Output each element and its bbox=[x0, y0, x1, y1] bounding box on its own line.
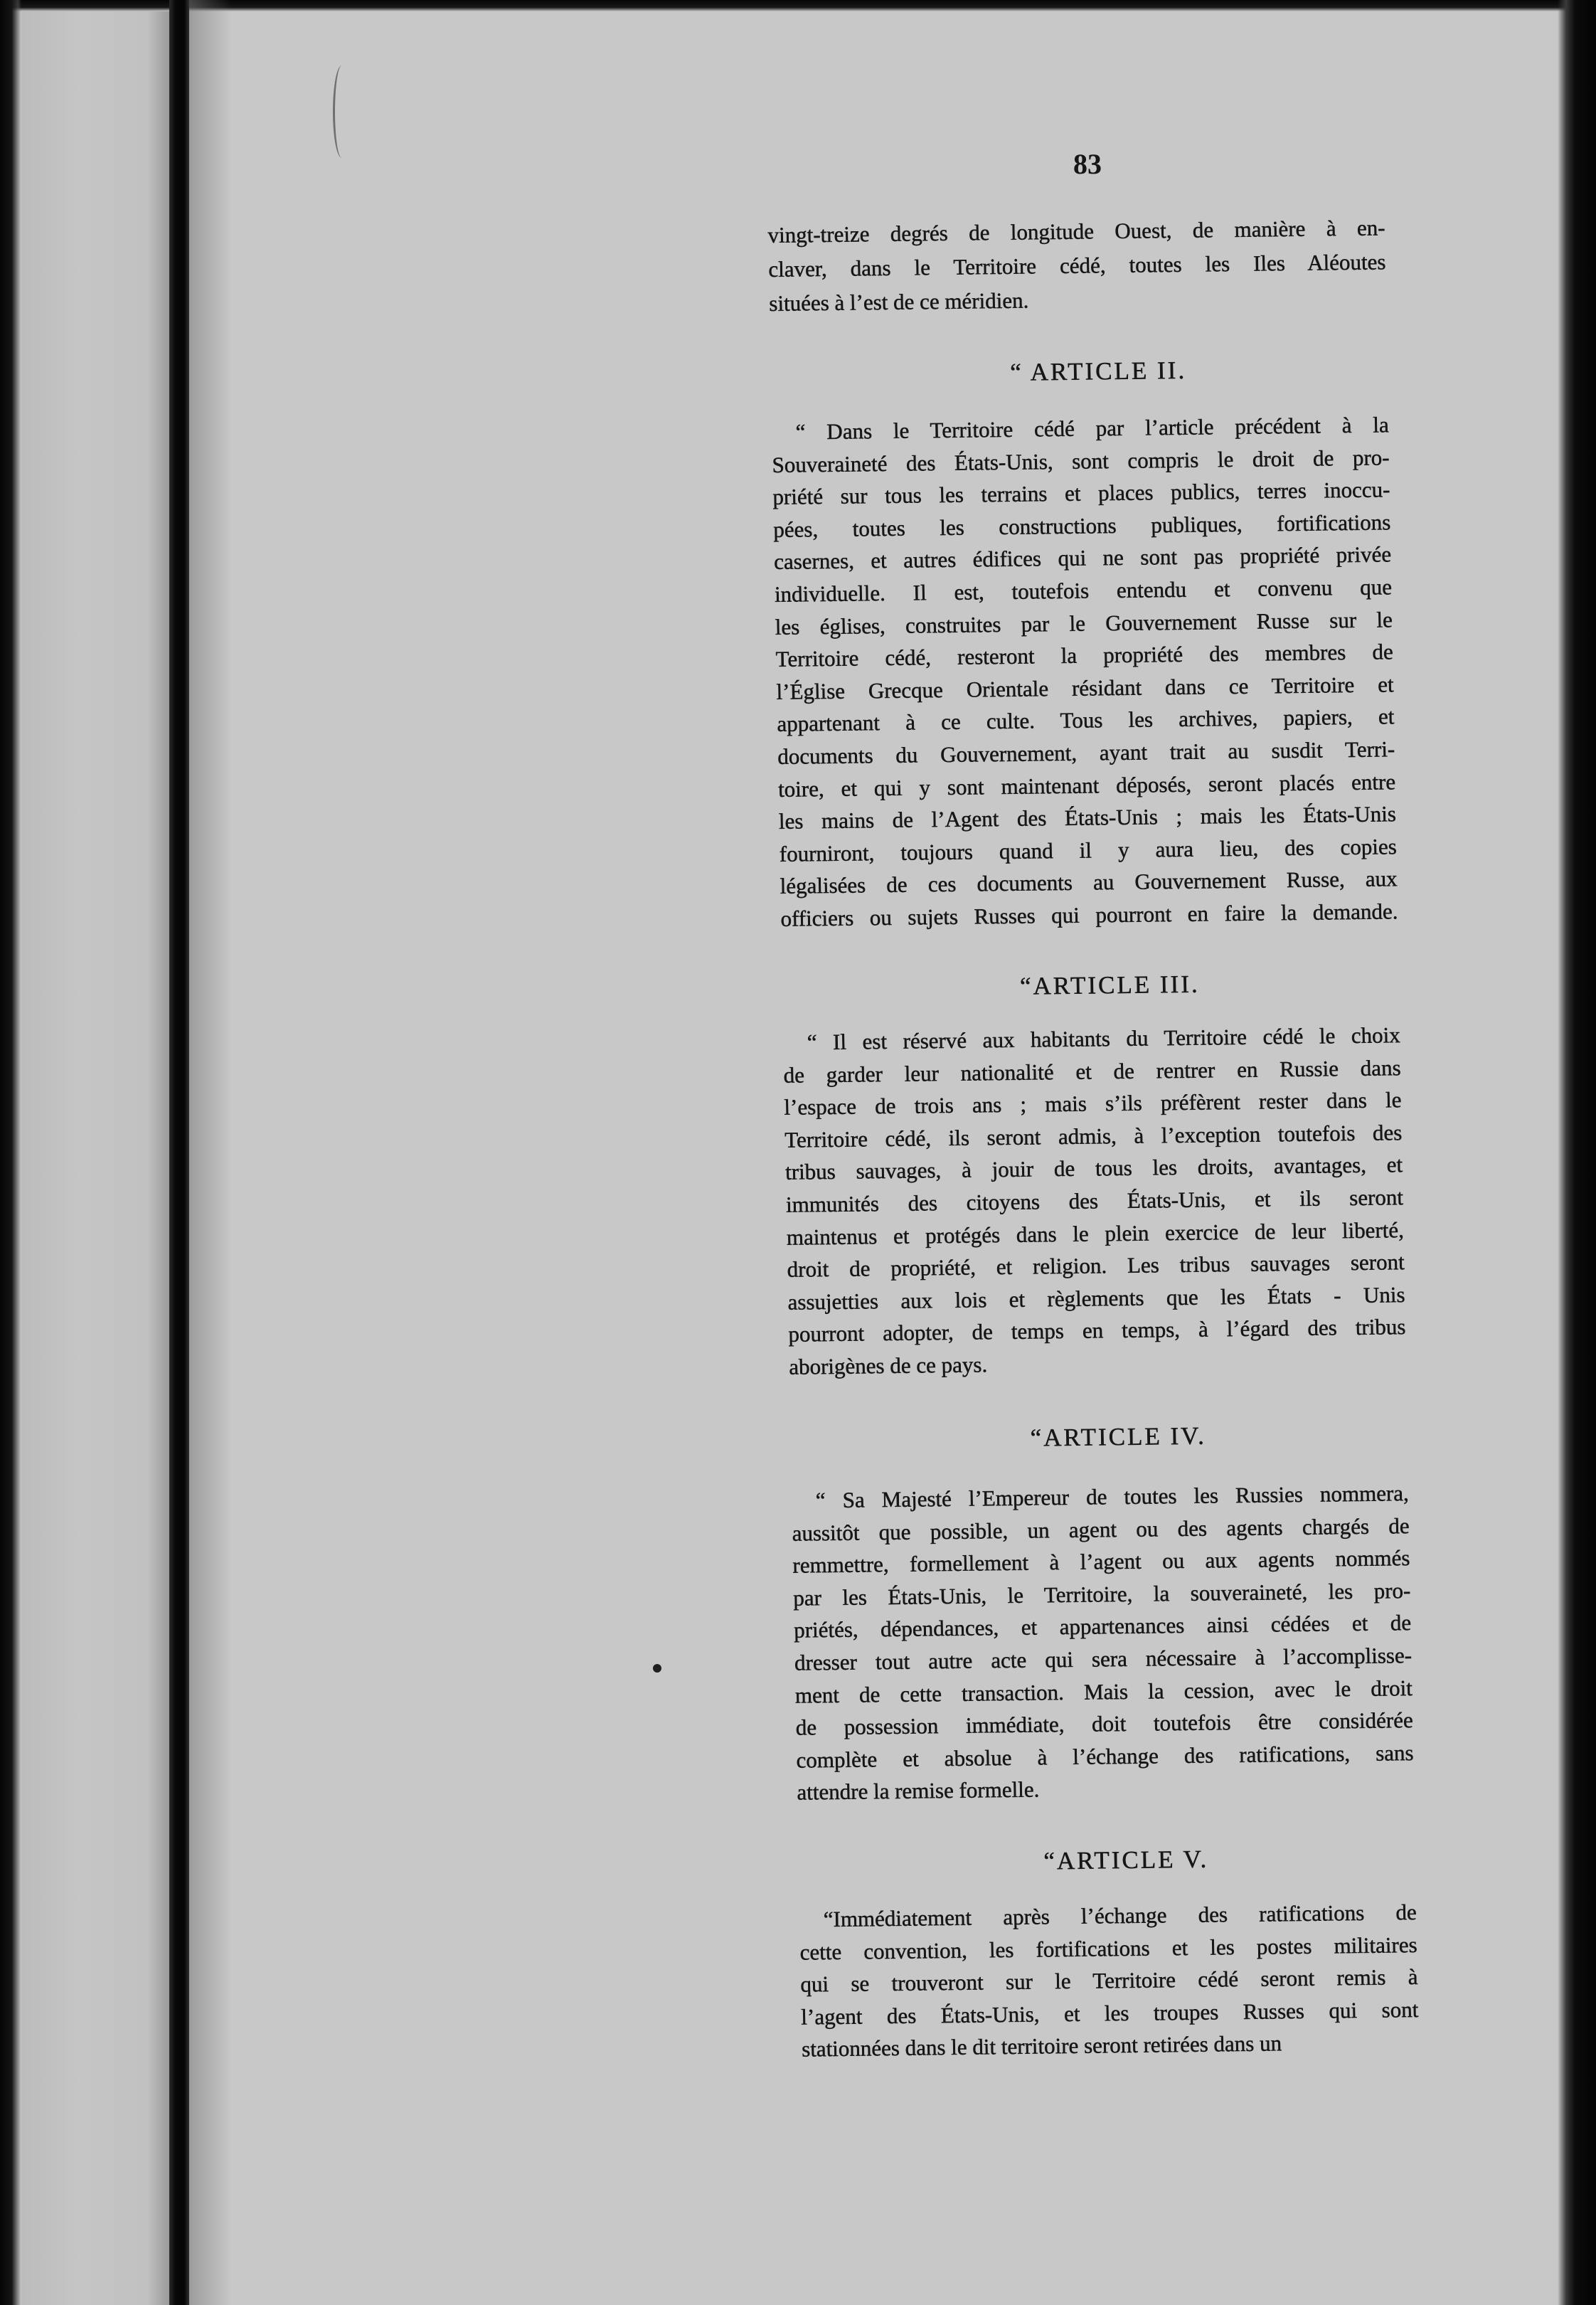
text-line: aborigènes de ce pays. bbox=[788, 1352, 988, 1379]
text-line: priétés, dépendances, et appartenances ainsi cédées et de bbox=[793, 1610, 1412, 1643]
scan-speck bbox=[653, 1664, 661, 1673]
text-line: Territoire cédé, ils seront admis, à l’exception toutefois des bbox=[784, 1119, 1403, 1152]
article-ii-heading: “ ARTICLE II. bbox=[1009, 356, 1187, 386]
text-line: “ Dans le Territoire cédé par l’article précédent à la bbox=[795, 412, 1390, 445]
text-line: appartenant à ce culte. Tous les archives, papiers, et bbox=[777, 704, 1395, 737]
text-line: attendre la remise formelle. bbox=[797, 1776, 1040, 1806]
text-line: les mains de l’Agent des États-Unis ; mais les États-Unis bbox=[778, 801, 1397, 834]
text-line: documents du Gouvernement, ayant trait au susdit Terri- bbox=[777, 736, 1395, 769]
text-line: qui se trouveront sur le Territoire cédé seront remis à bbox=[800, 1964, 1418, 1997]
text-line: remmettre, formellement à l’agent ou aux agents nommés bbox=[792, 1545, 1410, 1578]
text-line: tribus sauvages, à jouir de tous les droits, avantages, et bbox=[784, 1152, 1403, 1185]
scan-border-top bbox=[0, 0, 1596, 11]
text-line: droit de propriété, et religion. Les tribus sauvages seront bbox=[787, 1249, 1405, 1282]
text-line: assujetties aux lois et règlements que les États - Unis bbox=[787, 1281, 1405, 1315]
text-line: de possession immédiate, doit toutefois être considérée bbox=[795, 1707, 1414, 1740]
facing-page-edge bbox=[21, 11, 169, 2305]
text-line: pées, toutes les constructions publiques, fortifications bbox=[772, 509, 1391, 542]
text-line: toire, et qui y sont maintenant déposés, seront placés entre bbox=[777, 768, 1396, 802]
scan-border-left bbox=[0, 0, 21, 2305]
text-line: l’agent des États-Unis, et les troupes Russes qui sont bbox=[801, 1996, 1419, 2030]
text-line: l’espace de trois ans ; mais s’ils préfèrent rester dans le bbox=[784, 1087, 1402, 1120]
text-line: individuelle. Il est, toutefois entendu et convenu que bbox=[774, 574, 1393, 607]
page-number: 83 bbox=[1073, 148, 1102, 180]
article-v-paragraph bbox=[799, 1896, 1419, 2066]
text-line: aussitôt que possible, un agent ou des agents chargés de bbox=[792, 1512, 1410, 1546]
text-column bbox=[767, 206, 1420, 2077]
article-iv-paragraph bbox=[791, 1477, 1414, 1808]
scan-mark bbox=[333, 65, 351, 158]
text-line: stationnées dans le dit territoire seront retirées dans un bbox=[801, 2030, 1282, 2062]
text-line: Territoire cédé, resteront la propriété des membres de bbox=[775, 639, 1393, 672]
text-line: claver, dans le Territoire cédé, toutes les Iles Aléoutes bbox=[768, 249, 1386, 282]
gutter-shadow bbox=[189, 0, 232, 2305]
article-iii-paragraph bbox=[782, 1019, 1406, 1383]
text-line: vingt-treize degrés de longitude Ouest, de manière à en- bbox=[767, 215, 1385, 248]
article-v-heading: “ARTICLE V. bbox=[1043, 1845, 1209, 1875]
text-line: officiers ou sujets Russes qui pourront en faire la demande. bbox=[780, 899, 1398, 931]
text-line: l’Église Grecque Orientale résidant dans ce Territoire et bbox=[776, 672, 1394, 704]
text-line: complète et absolue à l’échange des ratifications, sans bbox=[796, 1739, 1414, 1773]
scan-border-right bbox=[1558, 0, 1596, 2305]
text-line: casernes, et autres édifices qui ne sont pas propriété privée bbox=[773, 541, 1392, 575]
text-line: pourront adopter, de temps en temps, à l’égard des tribus bbox=[788, 1314, 1406, 1347]
text-line: Souveraineté des États-Unis, sont compris le droit de pro- bbox=[772, 444, 1390, 477]
binding-gutter bbox=[169, 0, 189, 2305]
text-line: “Immédiatement après l’échange des ratifications de bbox=[823, 1899, 1417, 1932]
text-line: cette convention, les fortifications et les postes militaires bbox=[799, 1932, 1417, 1965]
article-iv-heading: “ARTICLE IV. bbox=[1030, 1421, 1207, 1452]
continuation-paragraph bbox=[767, 211, 1387, 321]
text-line: dresser tout autre acte qui sera nécessaire à l’accomplisse- bbox=[794, 1643, 1413, 1675]
article-ii-paragraph bbox=[771, 408, 1398, 935]
text-line: maintenus et protégés dans le plein exercice de leur liberté, bbox=[786, 1217, 1405, 1250]
text-line: “ Il est réservé aux habitants du Territoire cédé le choix bbox=[807, 1022, 1401, 1055]
text-line: par les États-Unis, le Territoire, la souveraineté, les pro- bbox=[793, 1577, 1411, 1611]
text-line: ment de cette transaction. Mais la cession, avec le droit bbox=[794, 1675, 1413, 1708]
text-line: fourniront, toujours quand il y aura lieu, des copies bbox=[779, 833, 1398, 867]
text-line: “ Sa Majesté l’Empereur de toutes les Russies nommera, bbox=[815, 1480, 1410, 1513]
text-line: priété sur tous les terrains et places publics, terres inoccu- bbox=[772, 477, 1390, 510]
text-line: légalisées de ces documents au Gouvernement Russe, aux bbox=[780, 866, 1398, 899]
text-line: immunités des citoyens des États-Unis, et ils seront bbox=[785, 1185, 1404, 1217]
text-line: situées à l’est de ce méridien. bbox=[769, 287, 1029, 316]
article-iii-heading: “ARTICLE III. bbox=[1019, 970, 1201, 1000]
text-line: les églises, construites par le Gouvernement Russe sur le bbox=[775, 606, 1393, 640]
text-line: de garder leur nationalité et de rentrer en Russie dans bbox=[783, 1054, 1401, 1088]
